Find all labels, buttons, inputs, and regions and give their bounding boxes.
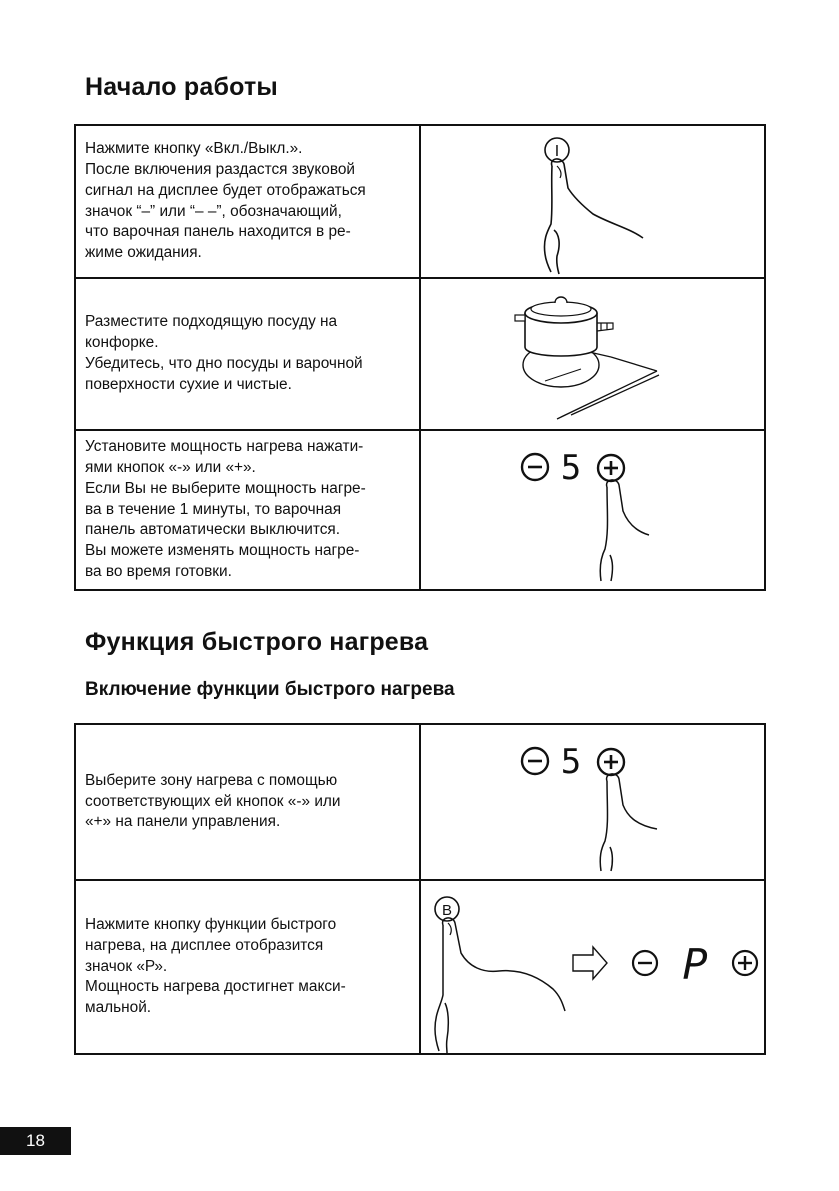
table-row: [76, 277, 764, 429]
text-line: что варочная панель находится в ре-: [85, 223, 351, 241]
illustration-zone-select: [421, 725, 764, 879]
text-line: панель автоматически выключится.: [85, 521, 341, 539]
table-row: [76, 126, 764, 277]
page-number: 18: [0, 1127, 71, 1155]
table-row: [76, 429, 764, 589]
text-line: Убедитесь, что дно посуды и варочной: [85, 355, 363, 372]
text-line: конфорке.: [85, 334, 159, 352]
illustration-power-button: [421, 126, 764, 277]
instruction-table-start: [74, 124, 766, 591]
instruction-text: [76, 279, 421, 429]
text-line: «+» на панели управления.: [85, 813, 281, 831]
text-line: Разместите подходящую посуду на: [85, 313, 338, 331]
illustration-pot-on-hob: [421, 279, 764, 429]
text-line: Вы можете изменять мощность нагре-: [85, 542, 360, 560]
boost-display: P: [682, 940, 708, 989]
illustration-boost-button: [421, 881, 764, 1053]
arrow-right-icon: [573, 947, 607, 979]
text-line: значок «Р».: [85, 957, 168, 975]
text-line: жиме ожидания.: [85, 244, 202, 262]
power-button-label: I: [554, 143, 560, 160]
text-line: ва во время готовки.: [85, 562, 232, 580]
text-line: Мощность нагрева достигнет макси-: [85, 978, 346, 996]
table-row: [76, 879, 764, 1053]
boost-press-icon: [421, 881, 766, 1053]
finger-press-icon: [421, 126, 766, 275]
power-level-display: 5: [560, 448, 582, 488]
text-line: ями кнопок «-» или «+».: [85, 459, 256, 476]
text-line: нагрева, на дисплее отобразится: [85, 936, 324, 954]
text-line: ва в течение 1 минуты, то варочная: [85, 500, 342, 518]
text-line: значок “–” или “– –”, обозначающий,: [85, 202, 342, 220]
pot-icon: [421, 279, 766, 429]
instruction-text: [76, 431, 421, 589]
text-line: Нажмите кнопку функции быстрого: [85, 916, 337, 933]
text-line: После включения раздастся звуковой: [85, 160, 355, 178]
text-line: сигнал на дисплее будет отображаться: [85, 181, 366, 199]
power-adjust-icon: [421, 431, 766, 589]
section-title-start: Начало работы: [85, 73, 278, 101]
power-level-display: 5: [560, 742, 582, 782]
text-line: Установите мощность нагрева нажати-: [85, 438, 364, 456]
text-line: Если Вы не выберите мощность нагре-: [85, 479, 366, 497]
text-line: мальной.: [85, 999, 152, 1017]
boost-button-label: B: [441, 902, 453, 919]
section-title-boost: Функция быстрого нагрева: [85, 628, 429, 656]
illustration-power-level: [421, 431, 764, 589]
instruction-text: [76, 881, 421, 1053]
zone-select-icon: [421, 725, 766, 877]
text-line: Нажмите кнопку «Вкл./Выкл.».: [85, 140, 303, 158]
section-subtitle-boost-on: Включение функции быстрого нагрева: [85, 679, 455, 700]
instruction-text: [76, 725, 421, 879]
instruction-text: [76, 126, 421, 277]
text-line: поверхности сухие и чистые.: [85, 375, 292, 393]
instruction-table-boost: [74, 723, 766, 1055]
text-line: Выберите зону нагрева с помощью: [85, 771, 338, 789]
table-row: [76, 725, 764, 879]
text-line: соответствующих ей кнопок «-» или: [85, 792, 341, 810]
